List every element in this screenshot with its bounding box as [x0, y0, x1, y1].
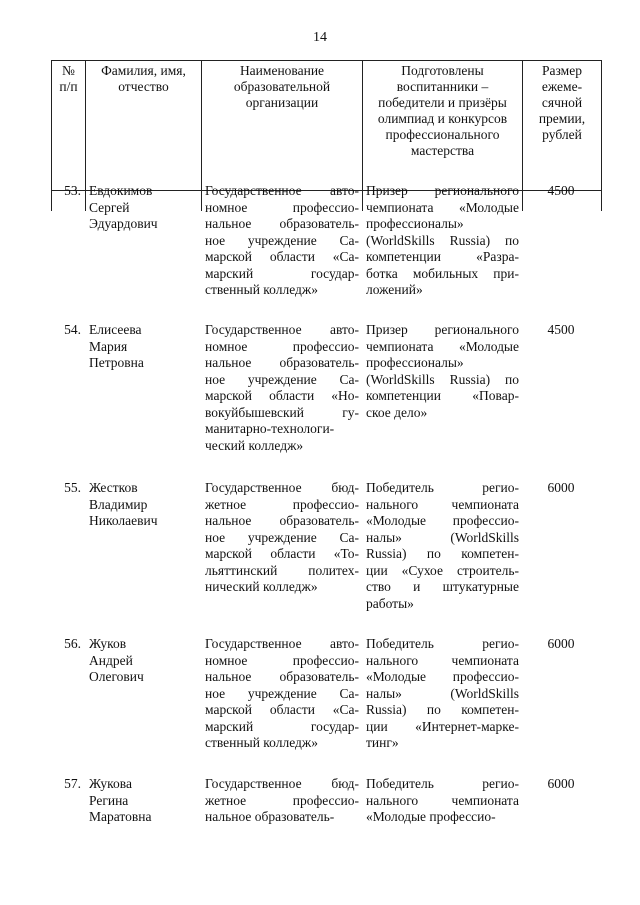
text-line: (WorldSkills Russia) по: [366, 232, 519, 248]
column-border: [601, 60, 602, 190]
text-line: ное учреждение Са-: [205, 371, 359, 387]
text-line: чемпионата «Молодые: [366, 338, 519, 354]
text-line: нальное образователь-: [205, 513, 359, 528]
award-amount: [526, 183, 596, 200]
awards-table: [51, 60, 602, 890]
text-line: ежеме-: [541, 79, 583, 94]
text-line: 6000: [547, 636, 575, 651]
header-org: [202, 63, 362, 111]
text-line: нальное образователь-: [205, 669, 359, 684]
text-line: нический колледж»: [205, 579, 318, 594]
text-line: 56.: [64, 636, 81, 651]
text-line: Петровна: [89, 355, 144, 370]
text-line: Russia) по компетен-: [366, 702, 519, 717]
column-border: [522, 191, 523, 211]
award-amount: [526, 480, 596, 497]
text-line: ции «Интернет-марке-: [366, 718, 519, 734]
text-line: Государственное бюд-: [205, 480, 359, 495]
text-line: Владимир: [89, 496, 148, 512]
text-line: 6000: [547, 480, 575, 495]
person-name: [89, 480, 199, 530]
award-amount: [526, 776, 596, 793]
text-line: нальное образователь-: [205, 216, 359, 231]
text-line: победители и призёры: [378, 95, 507, 110]
person-name: [89, 322, 199, 372]
text-line: Эдуардович: [89, 216, 158, 231]
text-line: Маратовна: [89, 809, 152, 824]
text-line: 4500: [547, 183, 575, 198]
text-line: Призер регионального: [366, 322, 519, 337]
text-line: номное профессио-: [205, 338, 359, 354]
text-line: нального чемпионата: [366, 496, 519, 512]
achievement: [366, 183, 519, 299]
text-line: 54.: [64, 322, 81, 337]
text-line: манитарно-технологи-: [205, 421, 335, 436]
organization: [205, 480, 359, 596]
organization: [205, 776, 359, 826]
text-line: марский государ-: [205, 718, 359, 734]
text-line: нального чемпионата: [366, 792, 519, 808]
text-line: сячной: [541, 95, 583, 110]
table-top-border: [51, 60, 602, 61]
text-line: организации: [245, 95, 319, 110]
text-line: воспитанники –: [396, 79, 489, 94]
text-line: 4500: [547, 322, 575, 337]
text-line: профессионалы»: [366, 216, 464, 231]
text-line: 6000: [547, 776, 575, 791]
person-name: [89, 776, 199, 826]
column-border: [85, 191, 86, 211]
text-line: ческий колледж»: [205, 437, 304, 453]
text-line: Жукова: [89, 776, 132, 791]
text-line: Государственное авто-: [205, 183, 359, 198]
column-border: [362, 191, 363, 211]
text-line: Жестков: [89, 480, 138, 495]
text-line: налы» (WorldSkills: [366, 685, 519, 701]
text-line: ботка мобильных при-: [366, 265, 519, 281]
text-line: работы»: [366, 595, 414, 611]
text-line: профессионального: [385, 127, 500, 142]
text-line: номное профессио-: [205, 652, 359, 668]
text-line: Russia) по компетен-: [366, 546, 519, 561]
text-line: нального чемпионата: [366, 652, 519, 668]
person-name: [89, 183, 199, 233]
text-line: №: [62, 63, 75, 78]
row-number: [55, 636, 81, 653]
achievement: [366, 480, 519, 612]
text-line: Государственное бюд-: [205, 776, 359, 791]
text-line: Андрей: [89, 652, 133, 668]
achievement: [366, 636, 519, 752]
text-line: рублей: [542, 127, 582, 142]
text-line: марский государ-: [205, 265, 359, 281]
text-line: Наименование: [239, 63, 325, 78]
text-line: Евдокимов: [89, 183, 153, 198]
text-line: нальное образователь-: [205, 355, 359, 370]
column-border: [201, 191, 202, 211]
text-line: Олегович: [89, 669, 144, 684]
page-number: 14: [313, 30, 327, 45]
row-number: [55, 480, 81, 497]
text-line: Призер регионального: [366, 183, 519, 198]
organization: [205, 636, 359, 752]
header-achievement: [363, 63, 522, 159]
text-line: п/п: [59, 79, 78, 94]
text-line: Регина: [89, 792, 129, 808]
column-border: [601, 191, 602, 211]
text-line: 57.: [64, 776, 81, 791]
text-line: премии,: [538, 111, 586, 126]
text-line: ство и штукатурные: [366, 579, 519, 594]
organization: [205, 322, 359, 454]
text-line: Размер: [542, 63, 582, 78]
text-line: Государственное авто-: [205, 636, 359, 651]
text-line: Победитель регио-: [366, 480, 519, 495]
text-line: ное учреждение Са-: [205, 232, 359, 248]
text-line: мастерства: [410, 143, 475, 158]
text-line: марской области «Са-: [205, 249, 359, 264]
text-line: 55.: [64, 480, 81, 495]
person-name: [89, 636, 199, 686]
text-line: Николаевич: [89, 513, 158, 528]
text-line: 53.: [64, 183, 81, 198]
award-amount: [526, 322, 596, 339]
text-line: «Молодые профессио-: [366, 513, 519, 528]
text-line: Фамилия, имя,: [101, 63, 186, 78]
text-line: жетное профессио-: [205, 792, 359, 808]
text-line: ственный колледж»: [205, 735, 318, 750]
award-amount: [526, 636, 596, 653]
row-number: [55, 776, 81, 793]
text-line: чемпионата «Молодые: [366, 199, 519, 215]
text-line: ложений»: [366, 282, 423, 297]
text-line: Победитель регио-: [366, 636, 519, 651]
text-line: льяттинский политех-: [205, 562, 359, 578]
text-line: «Молодые профессио-: [366, 809, 496, 824]
text-line: Мария: [89, 338, 128, 354]
text-line: профессионалы»: [366, 355, 464, 370]
text-line: ское дело»: [366, 404, 428, 420]
header-name: [86, 63, 201, 95]
text-line: Подготовлены: [401, 63, 484, 78]
text-line: марской области «Са-: [205, 702, 359, 717]
text-line: «Молодые профессио-: [366, 669, 519, 684]
text-line: отчество: [118, 79, 169, 94]
text-line: нальное образователь-: [205, 809, 335, 824]
text-line: Победитель регио-: [366, 776, 519, 791]
text-line: Елисеева: [89, 322, 142, 337]
text-line: (WorldSkills Russia) по: [366, 371, 519, 387]
text-line: Жуков: [89, 636, 127, 651]
text-line: марской области «Но-: [205, 388, 359, 403]
text-line: вокуйбышевский гу-: [205, 404, 359, 420]
text-line: марской области «То-: [205, 546, 359, 561]
text-line: налы» (WorldSkills: [366, 529, 519, 545]
text-line: ции «Сухое строитель-: [366, 562, 519, 578]
text-line: олимпиад и конкурсов: [377, 111, 508, 126]
text-line: компетенции «Повар-: [366, 388, 519, 403]
text-line: ственный колледж»: [205, 282, 318, 297]
row-number: [55, 183, 81, 200]
text-line: Сергей: [89, 199, 130, 215]
header-amount: [523, 63, 601, 143]
text-line: ное учреждение Са-: [205, 529, 359, 545]
text-line: компетенции «Разра-: [366, 249, 519, 264]
text-line: Государственное авто-: [205, 322, 359, 337]
text-line: жетное профессио-: [205, 496, 359, 512]
achievement: [366, 322, 519, 421]
column-border: [51, 191, 52, 211]
row-number: [55, 322, 81, 339]
organization: [205, 183, 359, 299]
achievement: [366, 776, 519, 826]
text-line: тинг»: [366, 735, 399, 750]
header-num: [52, 63, 85, 95]
text-line: образовательной: [233, 79, 331, 94]
text-line: номное профессио-: [205, 199, 359, 215]
text-line: ное учреждение Са-: [205, 685, 359, 701]
